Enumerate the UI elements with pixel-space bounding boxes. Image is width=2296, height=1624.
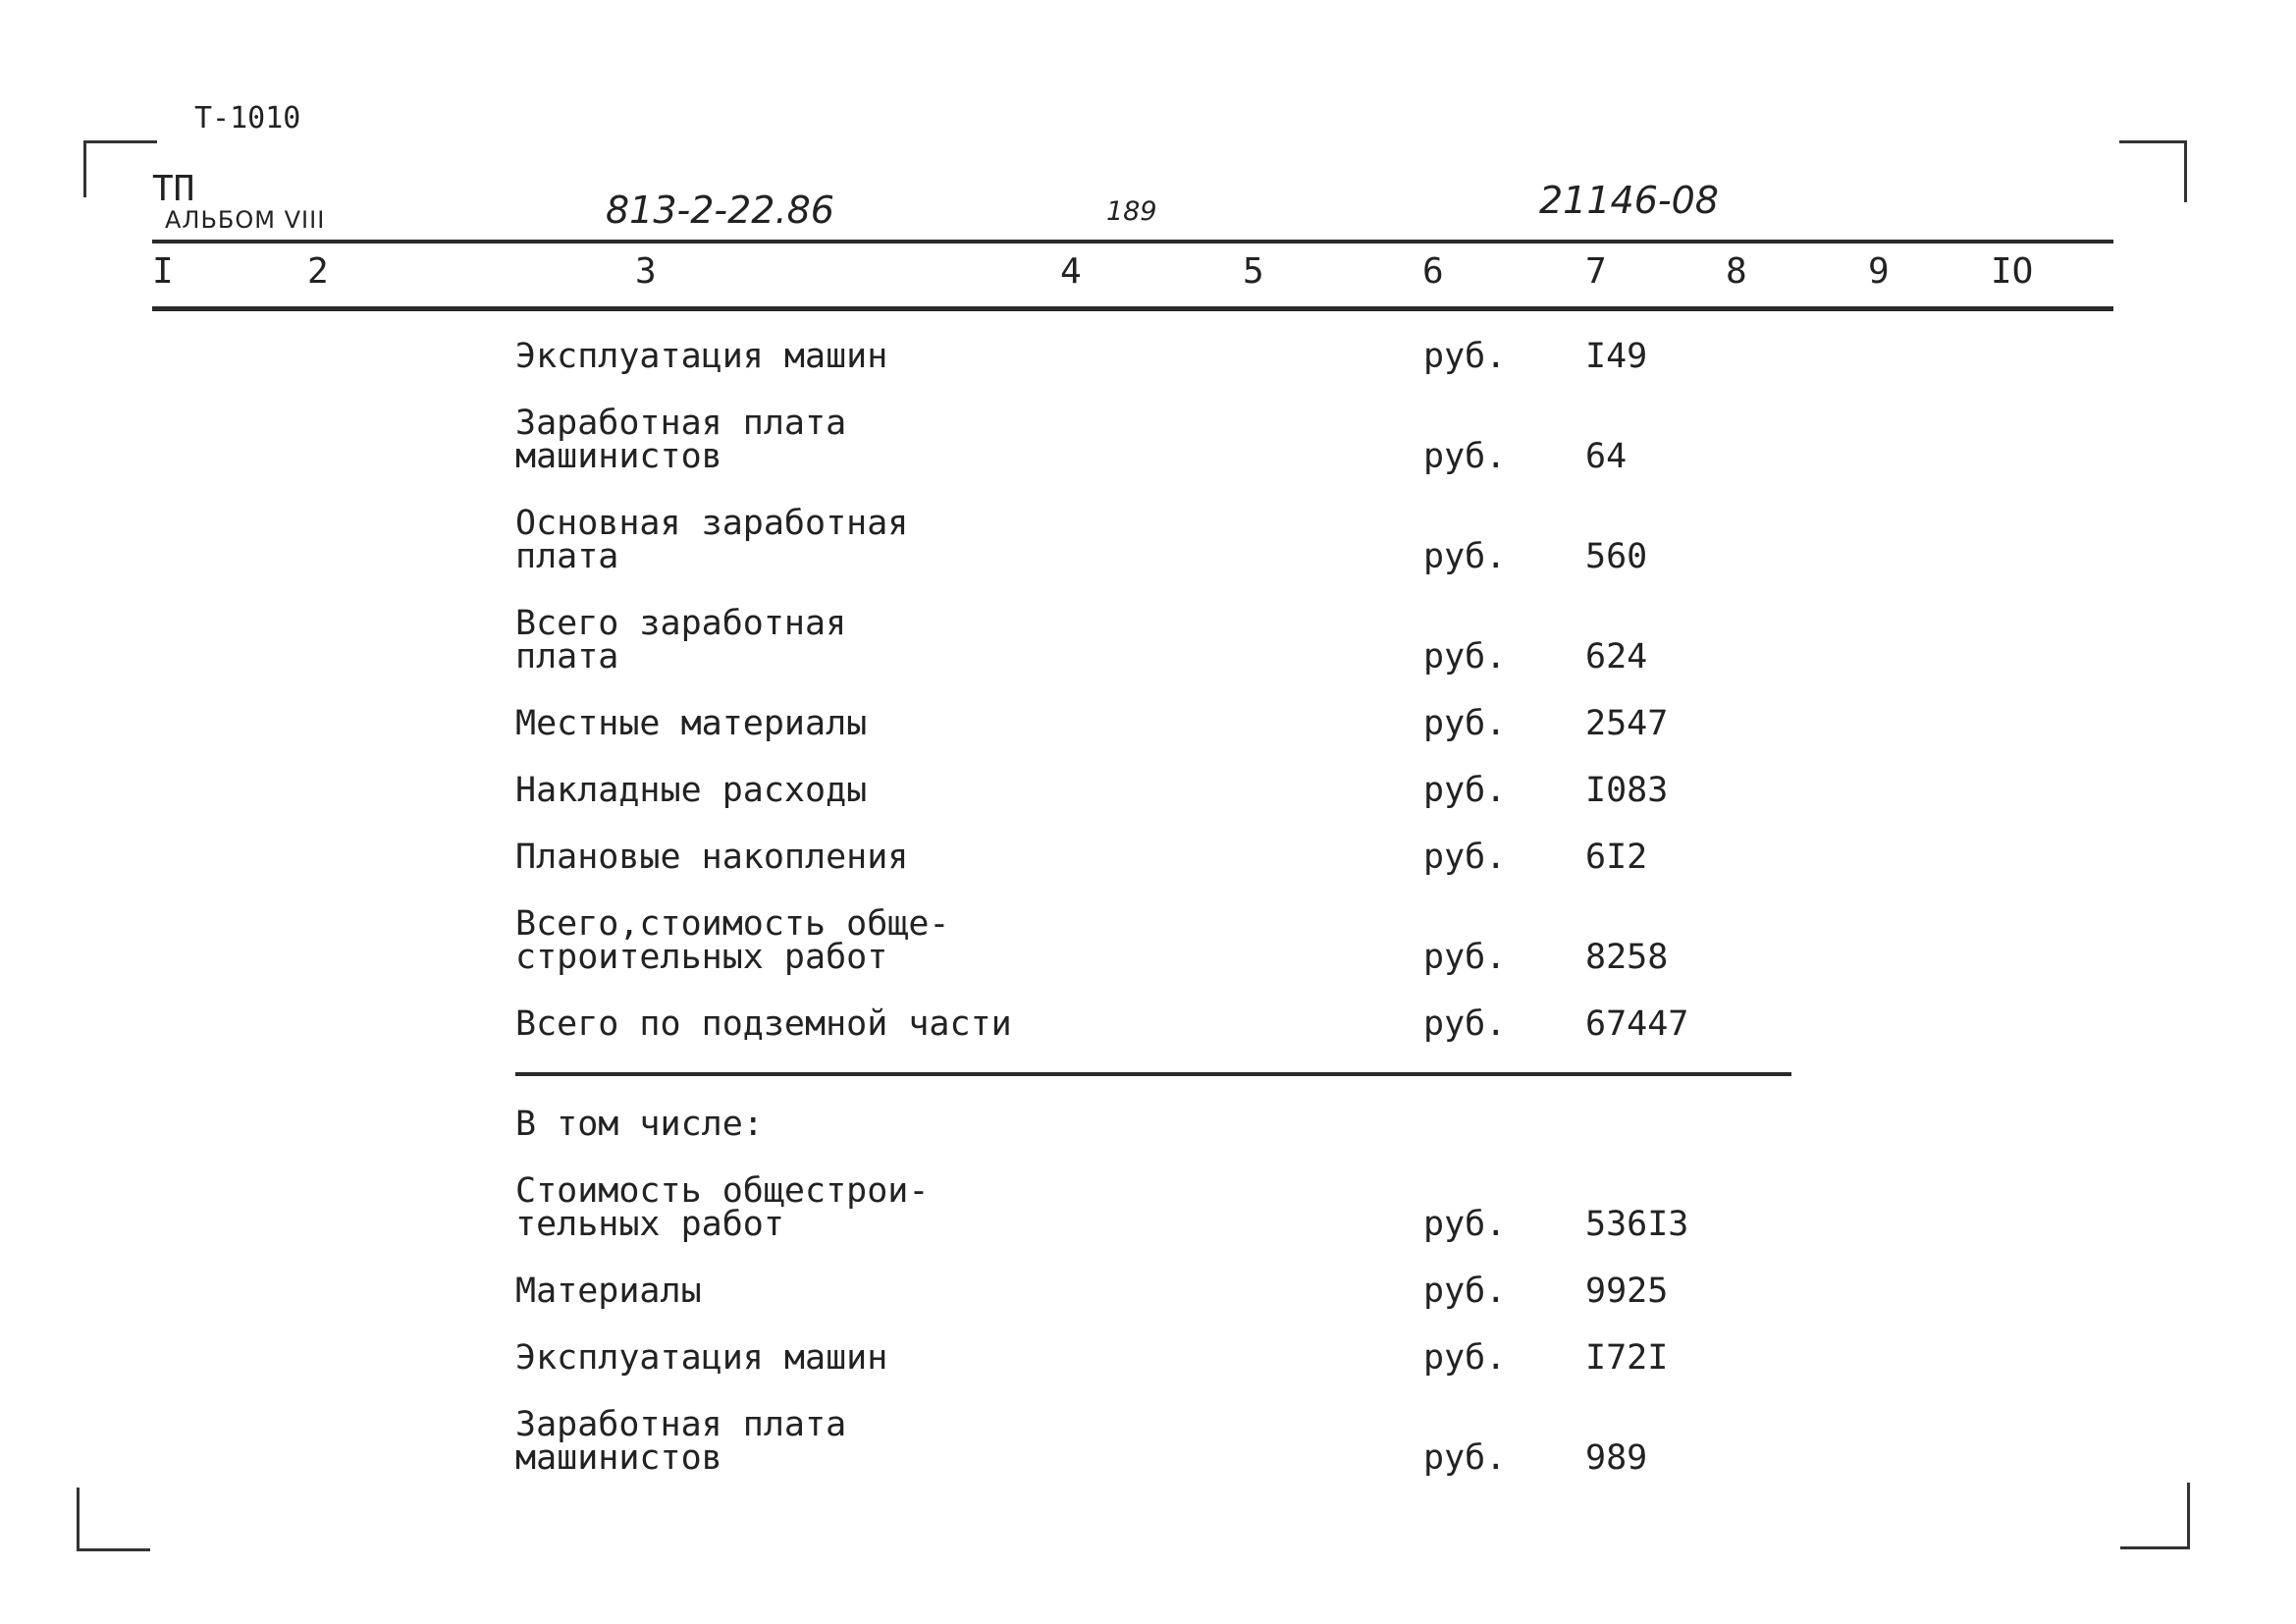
row-desc-line1: Всего по подземной части xyxy=(515,1004,1012,1044)
column-number-7: 7 xyxy=(1585,251,1607,292)
row-desc-line1: Заработная плата xyxy=(515,404,847,443)
project-number: 813-2-22.86 xyxy=(606,189,834,232)
row-unit: руб. xyxy=(1423,938,1507,977)
row-desc-line1: Заработная плата xyxy=(515,1405,847,1444)
row-value: I72I xyxy=(1585,1338,1669,1378)
column-number-4: 4 xyxy=(1060,251,1082,292)
row-value: 6I2 xyxy=(1585,838,1648,877)
row-value: I083 xyxy=(1585,771,1669,810)
row-unit: руб. xyxy=(1423,704,1507,743)
column-number-2: 2 xyxy=(307,251,329,292)
row-unit: руб. xyxy=(1423,1205,1507,1244)
row-unit: руб. xyxy=(1423,1438,1507,1478)
row-value: I49 xyxy=(1585,337,1648,376)
row-value: 536I3 xyxy=(1585,1205,1689,1244)
column-number-1: I xyxy=(152,251,174,292)
row-desc-line1: Эксплуатация машин xyxy=(515,337,888,376)
column-number-8: 8 xyxy=(1726,251,1747,292)
column-number-5: 5 xyxy=(1243,251,1264,292)
row-desc-line2: тельных работ xyxy=(515,1205,784,1244)
row-unit: руб. xyxy=(1423,537,1507,576)
including-label: В том числе: xyxy=(515,1105,764,1144)
row-value: 64 xyxy=(1585,437,1628,476)
row-desc-line1: Местные материалы xyxy=(515,704,868,743)
row-value: 8258 xyxy=(1585,938,1669,977)
row-desc-line1: Эксплуатация машин xyxy=(515,1338,888,1378)
row-value: 560 xyxy=(1585,537,1648,576)
corner-mark-top-left xyxy=(83,140,157,197)
row-unit: руб. xyxy=(1423,838,1507,877)
row-desc-line1: Материалы xyxy=(515,1272,702,1311)
corner-mark-top-right xyxy=(2119,140,2187,202)
page-number: 189 xyxy=(1106,196,1157,227)
tp-label: ТП xyxy=(152,169,195,209)
row-unit: руб. xyxy=(1423,1272,1507,1311)
row-value: 67447 xyxy=(1585,1004,1689,1044)
document-code: Т-1010 xyxy=(194,101,301,135)
row-desc-line1: Накладные расходы xyxy=(515,771,868,810)
row-desc-line1: Всего,стоимость обще- xyxy=(515,904,950,944)
row-value: 989 xyxy=(1585,1438,1648,1478)
row-desc-line2: плата xyxy=(515,637,619,677)
row-desc-line1: Стоимость общестрои- xyxy=(515,1171,930,1211)
header-rule-top xyxy=(152,240,2113,244)
row-unit: руб. xyxy=(1423,637,1507,677)
row-unit: руб. xyxy=(1423,771,1507,810)
row-desc-line1: Основная заработная xyxy=(515,504,909,543)
column-number-3: 3 xyxy=(635,251,657,292)
row-desc-line2: плата xyxy=(515,537,619,576)
column-number-10: IO xyxy=(1991,251,2034,292)
row-value: 2547 xyxy=(1585,704,1669,743)
row-unit: руб. xyxy=(1423,1004,1507,1044)
row-desc-line2: строительных работ xyxy=(515,938,888,977)
sheet-number: 21146-08 xyxy=(1539,179,1719,222)
row-value: 624 xyxy=(1585,637,1648,677)
row-unit: руб. xyxy=(1423,437,1507,476)
section-divider xyxy=(515,1072,1791,1076)
row-unit: руб. xyxy=(1423,1338,1507,1378)
row-desc-line2: машинистов xyxy=(515,437,722,476)
row-value: 9925 xyxy=(1585,1272,1669,1311)
corner-mark-bottom-right xyxy=(2120,1483,2190,1549)
column-number-9: 9 xyxy=(1868,251,1890,292)
row-desc-line1: Плановые накопления xyxy=(515,838,909,877)
row-unit: руб. xyxy=(1423,337,1507,376)
row-desc-line2: машинистов xyxy=(515,1438,722,1478)
header-rule-bottom xyxy=(152,306,2113,311)
album-label: АЛЬБОМ VIII xyxy=(165,206,326,234)
column-number-6: 6 xyxy=(1422,251,1444,292)
corner-mark-bottom-left xyxy=(77,1488,150,1551)
row-desc-line1: Всего заработная xyxy=(515,604,847,643)
